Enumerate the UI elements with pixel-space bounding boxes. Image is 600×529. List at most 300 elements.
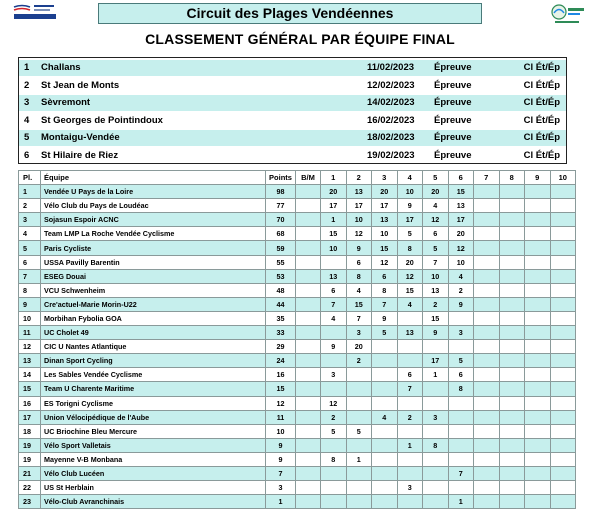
event-city: Montaigu-Vendée [41,132,120,143]
cell-team: Mayenne V-B Monbana [41,452,266,466]
cell-team: UC Briochine Bleu Mercure [41,424,266,438]
cell-stage-7 [474,410,500,424]
cell-stage-9 [525,241,551,255]
event-type: Épreuve [434,132,472,143]
cell-stage-4: 3 [397,481,423,495]
cell-stage-3 [372,340,398,354]
cell-points: 98 [266,185,296,199]
table-row [19,382,590,396]
cell-stage-9 [525,297,551,311]
cell-stage-8 [499,382,525,396]
cell-stage-4: 10 [397,185,423,199]
cell-stage-4 [397,311,423,325]
cell-points: 12 [266,396,296,410]
cell-stage-10 [550,424,576,438]
table-row [19,396,590,410]
cell-team: Vendée U Pays de la Loire [41,185,266,199]
cell-stage-9 [525,213,551,227]
cell-stage-2: 6 [346,255,372,269]
cell-stage-8 [499,481,525,495]
cell-stage-6: 2 [448,283,474,297]
cell-stage-6: 1 [448,495,474,509]
table-row [19,326,590,340]
cell-stage-7 [474,283,500,297]
cell-stage-3 [372,452,398,466]
table-spacer [576,340,590,354]
cell-place: 22 [19,481,41,495]
table-spacer [576,438,590,452]
event-date: 11/02/2023 [367,62,415,73]
cell-stage-10 [550,481,576,495]
cell-stage-2: 10 [346,213,372,227]
cell-stage-7 [474,213,500,227]
cell-stage-8 [499,438,525,452]
cell-stage-9 [525,227,551,241]
col-header-stage-5: 5 [423,171,449,185]
cell-stage-9 [525,368,551,382]
cell-team: UC Cholet 49 [41,326,266,340]
cell-stage-6: 5 [448,354,474,368]
cell-bm [296,410,321,424]
cell-team: Team LMP La Roche Vendée Cyclisme [41,227,266,241]
event-type: Épreuve [434,79,472,91]
cell-stage-10 [550,227,576,241]
col-header-points: Points [266,171,296,185]
cell-stage-8 [499,466,525,480]
cell-stage-6 [448,424,474,438]
cell-stage-3: 9 [372,311,398,325]
cell-stage-6 [448,410,474,424]
cell-stage-2: 3 [346,326,372,340]
table-spacer [576,452,590,466]
cell-stage-3 [372,382,398,396]
cell-stage-9 [525,340,551,354]
cell-stage-10 [550,283,576,297]
event-row [19,113,566,129]
event-row [19,78,566,94]
table-row [19,495,590,509]
cell-stage-9 [525,410,551,424]
cell-stage-6: 20 [448,227,474,241]
table-row [19,410,590,424]
cell-stage-8 [499,326,525,340]
cell-stage-10 [550,311,576,325]
cell-stage-3: 15 [372,241,398,255]
cell-stage-9 [525,424,551,438]
cell-stage-5 [423,452,449,466]
cell-stage-4 [397,340,423,354]
cell-team: Vélo Club Lucéen [41,466,266,480]
cell-bm [296,199,321,213]
cell-stage-7 [474,382,500,396]
table-spacer [576,410,590,424]
cell-stage-8 [499,340,525,354]
cell-stage-1: 15 [321,227,347,241]
cell-stage-1: 2 [321,410,347,424]
table-spacer [576,424,590,438]
cell-stage-5: 10 [423,269,449,283]
cell-stage-4: 12 [397,269,423,283]
cell-stage-2 [346,382,372,396]
col-header-stage-6: 6 [448,171,474,185]
cell-stage-6 [448,452,474,466]
col-header-stage-1: 1 [321,171,347,185]
cell-stage-1: 20 [321,185,347,199]
cell-stage-7 [474,269,500,283]
cell-place: 8 [19,283,41,297]
cell-bm [296,396,321,410]
table-spacer [576,326,590,340]
cell-bm [296,297,321,311]
cell-stage-5: 9 [423,326,449,340]
cell-points: 44 [266,297,296,311]
cell-place: 11 [19,326,41,340]
cell-bm [296,340,321,354]
cell-stage-7 [474,340,500,354]
cell-stage-3 [372,354,398,368]
table-row [19,297,590,311]
col-header-stage-2: 2 [346,171,372,185]
cell-stage-5: 3 [423,410,449,424]
cell-stage-2: 12 [346,227,372,241]
event-row [19,130,566,146]
cell-points: 10 [266,424,296,438]
table-spacer [576,297,590,311]
cell-stage-8 [499,227,525,241]
cell-points: 35 [266,311,296,325]
cell-stage-4 [397,452,423,466]
table-spacer [576,269,590,283]
ranking-table [18,170,590,509]
cell-team: Cre'actuel-Marie Morin-U22 [41,297,266,311]
cell-stage-2 [346,481,372,495]
cell-stage-5 [423,424,449,438]
table-header-row [19,171,590,185]
cell-place: 9 [19,297,41,311]
cell-stage-6 [448,396,474,410]
table-row [19,255,590,269]
cell-stage-6: 4 [448,269,474,283]
cell-stage-6 [448,438,474,452]
cell-stage-5: 1 [423,368,449,382]
cell-stage-7 [474,452,500,466]
table-row [19,311,590,325]
cell-place: 13 [19,354,41,368]
cell-stage-7 [474,199,500,213]
cell-stage-7 [474,481,500,495]
cell-place: 10 [19,311,41,325]
cell-stage-3: 10 [372,227,398,241]
cell-team: US St Herblain [41,481,266,495]
event-city: Challans [41,62,81,73]
cell-stage-1 [321,495,347,509]
cell-points: 29 [266,340,296,354]
cell-stage-1: 4 [321,311,347,325]
cell-bm [296,255,321,269]
table-row [19,452,590,466]
table-row [19,213,590,227]
cell-stage-5: 15 [423,311,449,325]
table-row [19,438,590,452]
table-row [19,199,590,213]
cell-stage-10 [550,269,576,283]
cell-stage-9 [525,269,551,283]
cell-stage-3: 13 [372,213,398,227]
cell-stage-3 [372,396,398,410]
cell-place: 14 [19,368,41,382]
cell-stage-6: 10 [448,255,474,269]
table-spacer [576,213,590,227]
cell-place: 4 [19,227,41,241]
page-title: Circuit des Plages Vendéennes [98,3,482,24]
table-row [19,283,590,297]
cell-stage-3: 20 [372,185,398,199]
cell-stage-10 [550,495,576,509]
cell-stage-3 [372,481,398,495]
cell-team: Vélo Sport Valletais [41,438,266,452]
cell-points: 33 [266,326,296,340]
cell-team: Paris Cycliste [41,241,266,255]
cell-team: Sojasun Espoir ACNC [41,213,266,227]
cell-stage-9 [525,311,551,325]
cell-team: VCU Schwenheim [41,283,266,297]
table-row [19,466,590,480]
cell-place: 7 [19,269,41,283]
table-spacer [576,495,590,509]
cell-bm [296,213,321,227]
cell-stage-7 [474,438,500,452]
cell-stage-5 [423,495,449,509]
cell-team: Vélo-Club Avranchinais [41,495,266,509]
cell-stage-10 [550,255,576,269]
cell-team: ESEG Douai [41,269,266,283]
cell-stage-1: 10 [321,241,347,255]
cell-stage-5: 2 [423,297,449,311]
cell-bm [296,438,321,452]
col-header-stage-3: 3 [372,171,398,185]
table-spacer [576,481,590,495]
cell-stage-4: 20 [397,255,423,269]
event-type: Épreuve [434,97,472,108]
cell-stage-7 [474,354,500,368]
table-row [19,340,590,354]
cell-stage-1 [321,382,347,396]
cell-stage-6: 7 [448,466,474,480]
cell-stage-2 [346,438,372,452]
cell-stage-8 [499,297,525,311]
cell-stage-5: 8 [423,438,449,452]
event-city: Sèvremont [41,97,91,108]
table-spacer [576,227,590,241]
cell-team: USSA Pavilly Barentin [41,255,266,269]
event-number: 2 [24,79,30,91]
cell-stage-2 [346,466,372,480]
event-number: 1 [24,62,30,73]
cell-stage-10 [550,396,576,410]
cell-stage-1: 3 [321,368,347,382]
cell-stage-1 [321,466,347,480]
table-row [19,424,590,438]
cell-stage-1 [321,354,347,368]
table-spacer [576,171,590,185]
cell-stage-10 [550,368,576,382]
cell-stage-5: 17 [423,354,449,368]
col-header-stage-4: 4 [397,171,423,185]
cell-stage-5: 13 [423,283,449,297]
cell-points: 11 [266,410,296,424]
cell-bm [296,185,321,199]
cell-stage-7 [474,396,500,410]
cell-stage-3 [372,424,398,438]
cell-points: 77 [266,199,296,213]
cell-stage-6: 15 [448,185,474,199]
cell-stage-7 [474,185,500,199]
cell-place: 21 [19,466,41,480]
cell-stage-10 [550,438,576,452]
cell-stage-3: 6 [372,269,398,283]
cell-place: 16 [19,396,41,410]
cell-stage-9 [525,185,551,199]
cell-stage-8 [499,368,525,382]
cell-stage-6: 9 [448,297,474,311]
event-category: Cl Ét/Ép [523,132,560,143]
event-category: Cl Ét/Ép [523,97,560,108]
cell-stage-6 [448,340,474,354]
cell-stage-3: 7 [372,297,398,311]
cell-stage-7 [474,227,500,241]
table-row [19,368,590,382]
table-spacer [576,185,590,199]
cell-place: 5 [19,241,41,255]
table-row [19,354,590,368]
cell-place: 2 [19,199,41,213]
cell-stage-5: 7 [423,255,449,269]
cell-team: Morbihan Fybolia GOA [41,311,266,325]
cell-stage-2: 9 [346,241,372,255]
cell-stage-10 [550,241,576,255]
cell-points: 3 [266,481,296,495]
cell-stage-4: 2 [397,410,423,424]
cell-team: CIC U Nantes Atlantique [41,340,266,354]
cell-stage-7 [474,311,500,325]
cell-stage-4: 4 [397,297,423,311]
page-subtitle: CLASSEMENT GÉNÉRAL PAR ÉQUIPE FINAL [145,31,455,47]
cell-stage-3: 12 [372,255,398,269]
cell-stage-1: 6 [321,283,347,297]
cell-stage-1: 7 [321,297,347,311]
cell-team: Dinan Sport Cycling [41,354,266,368]
cell-bm [296,354,321,368]
cell-stage-1 [321,438,347,452]
cell-team: Les Sables Vendée Cyclisme [41,368,266,382]
cell-place: 6 [19,255,41,269]
cell-stage-4: 13 [397,326,423,340]
cell-stage-6: 3 [448,326,474,340]
cell-stage-8 [499,424,525,438]
event-row [19,148,566,164]
organizer-logo-icon [547,3,587,25]
cell-stage-2 [346,368,372,382]
cell-stage-10 [550,326,576,340]
cell-stage-4: 17 [397,213,423,227]
cell-points: 53 [266,269,296,283]
event-number: 4 [24,114,30,126]
cell-stage-3: 8 [372,283,398,297]
cell-stage-1: 12 [321,396,347,410]
table-spacer [576,283,590,297]
cell-team: Vélo Club du Pays de Loudéac [41,199,266,213]
event-number: 6 [24,149,30,161]
cell-place: 1 [19,185,41,199]
cell-stage-1 [321,481,347,495]
table-spacer [576,368,590,382]
cell-stage-5 [423,382,449,396]
cell-stage-9 [525,481,551,495]
cell-stage-3: 5 [372,326,398,340]
cell-bm [296,481,321,495]
cell-bm [296,424,321,438]
cell-stage-8 [499,185,525,199]
cell-stage-6: 13 [448,199,474,213]
cell-points: 55 [266,255,296,269]
cell-stage-4: 1 [397,438,423,452]
cell-stage-7 [474,255,500,269]
cell-stage-10 [550,382,576,396]
cell-stage-9 [525,396,551,410]
cell-stage-8 [499,283,525,297]
cell-stage-5 [423,481,449,495]
cell-points: 48 [266,283,296,297]
event-date: 12/02/2023 [367,79,415,91]
cell-stage-2: 20 [346,340,372,354]
cell-stage-6: 8 [448,382,474,396]
cell-stage-2: 15 [346,297,372,311]
cell-bm [296,311,321,325]
cell-stage-2: 5 [346,424,372,438]
cell-stage-10 [550,452,576,466]
cell-stage-1: 5 [321,424,347,438]
table-row [19,227,590,241]
cell-points: 1 [266,495,296,509]
cell-stage-8 [499,241,525,255]
cell-stage-7 [474,326,500,340]
table-spacer [576,466,590,480]
cell-stage-6: 6 [448,368,474,382]
cell-stage-5: 6 [423,227,449,241]
table-spacer [576,396,590,410]
cell-place: 18 [19,424,41,438]
cell-points: 9 [266,438,296,452]
table-spacer [576,241,590,255]
cell-bm [296,326,321,340]
cell-stage-4: 7 [397,382,423,396]
cell-bm [296,368,321,382]
cell-stage-1 [321,326,347,340]
cell-stage-2: 7 [346,311,372,325]
cell-bm [296,269,321,283]
cell-stage-9 [525,438,551,452]
event-category: Cl Ét/Ép [523,79,560,91]
cell-stage-5: 5 [423,241,449,255]
table-row [19,185,590,199]
cell-stage-8 [499,213,525,227]
table-spacer [576,382,590,396]
cell-stage-1: 9 [321,340,347,354]
table-spacer [576,199,590,213]
cell-stage-7 [474,466,500,480]
cell-stage-4: 5 [397,227,423,241]
cell-stage-10 [550,410,576,424]
